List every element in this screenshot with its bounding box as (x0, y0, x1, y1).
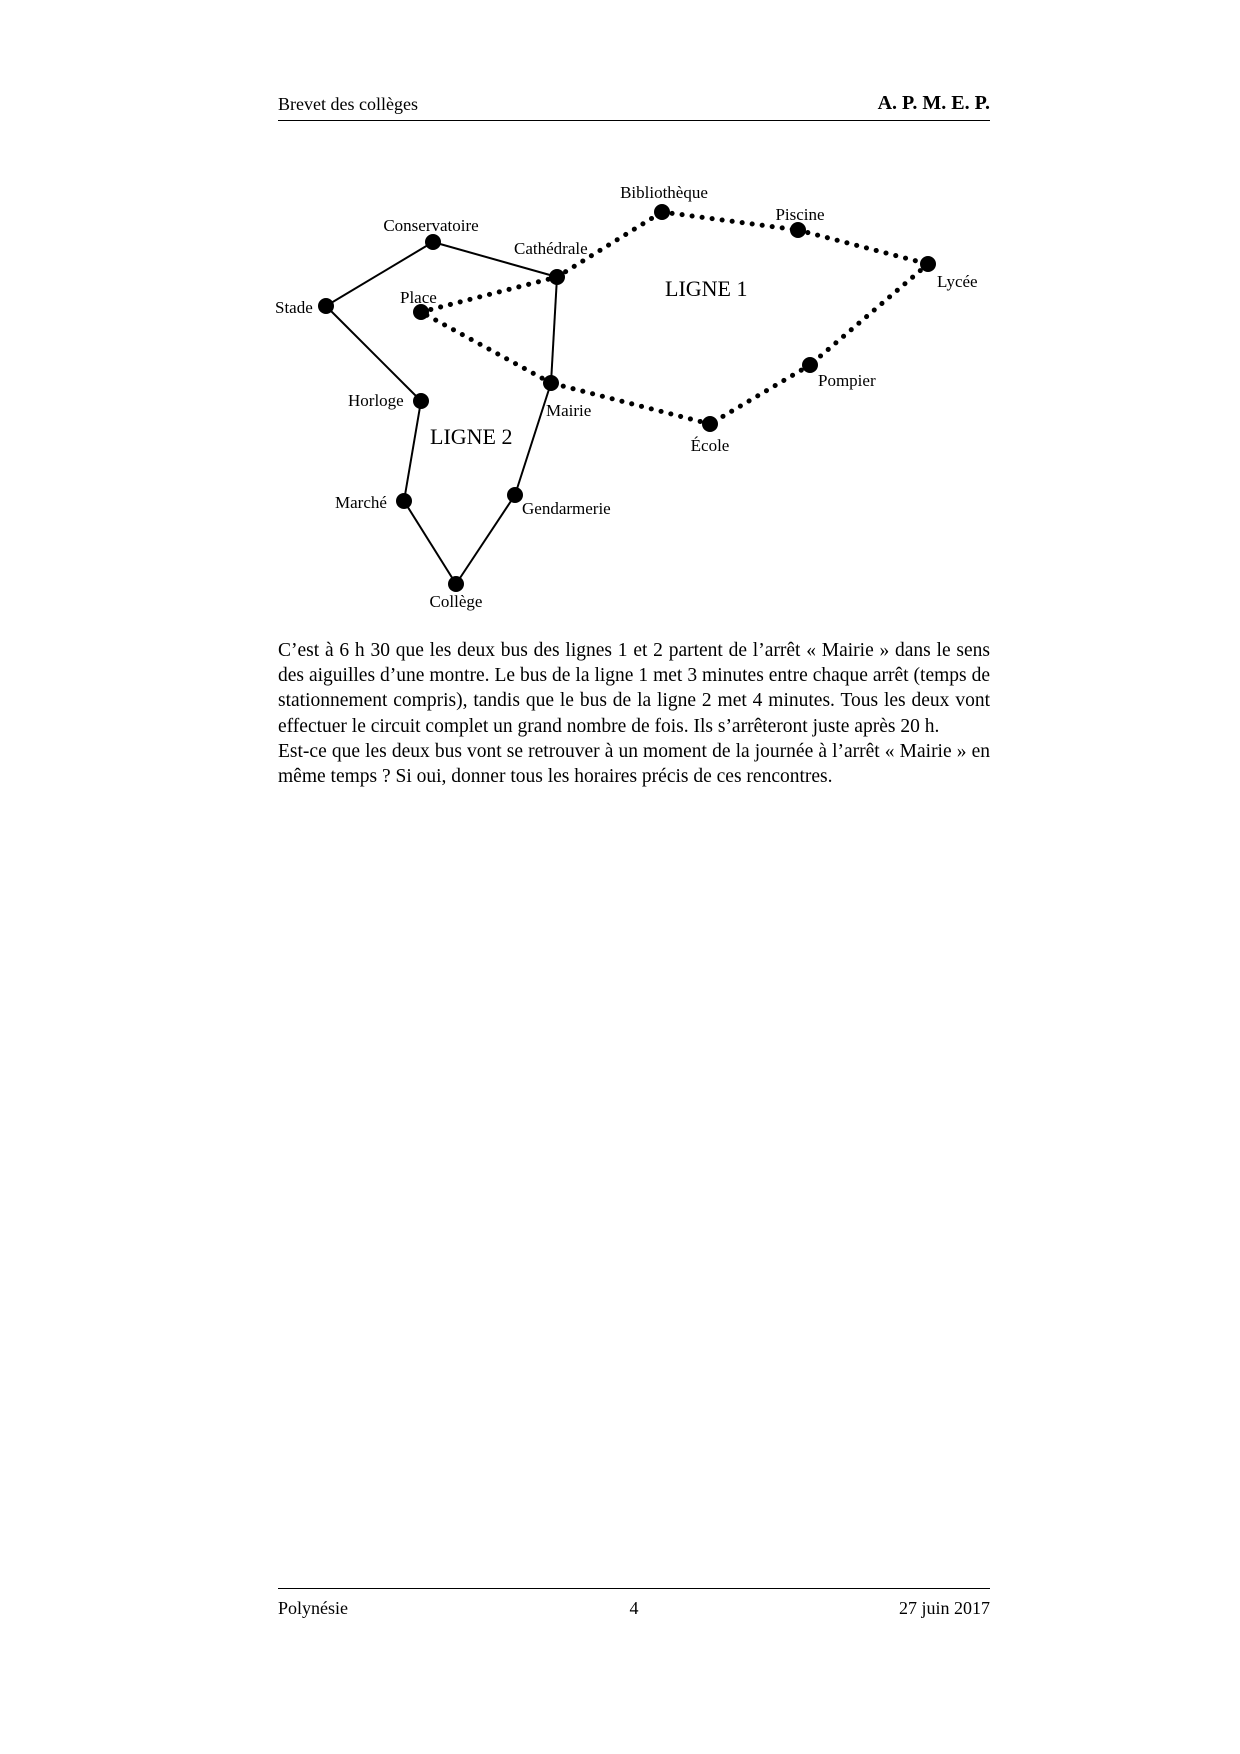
stop-dot-gendarmerie (507, 487, 523, 503)
line2-segment-horloge-stade (326, 306, 421, 401)
stop-label-mairie: Mairie (546, 401, 592, 420)
stop-dot-college (448, 576, 464, 592)
line2-segment-gendarmerie-college (456, 495, 515, 584)
stop-label-stade: Stade (275, 298, 313, 317)
stop-label-pompier: Pompier (818, 371, 876, 390)
stop-dot-cathedrale (549, 269, 565, 285)
stop-label-ecole: École (690, 436, 730, 455)
bus-network-diagram (0, 0, 1240, 640)
paragraph-problem-statement: C’est à 6 h 30 que les deux bus des lignes 1 et 2 partent de l’arrêt « Mairie » dans le sens des aiguilles d’une montre. Le bus de la ligne 1 met 3 minutes entre chaque arrêt (temps de stationnement compris), tandis que le bus de la ligne 2 met 4 minutes. Tous les deux vont effectuer le circuit complet un grand nombre de fois. Ils s’arrêteront juste après 20 h. (278, 640, 990, 737)
line2-segment-mairie-gendarmerie (515, 383, 551, 495)
paragraph-question: Est-ce que les deux bus vont se retrouver à un moment de la journée à l’arrêt « Mairie » en même temps ? Si oui, donner tous les horaires précis de ces rencontres. (278, 740, 990, 788)
line2-label: LIGNE 2 (430, 424, 513, 449)
stop-label-cathedrale: Cathédrale (514, 239, 588, 258)
line1-segment-pompier-ecole (710, 365, 810, 424)
stop-labels (275, 183, 978, 611)
stop-dot-conservatoire (425, 234, 441, 250)
stop-label-college: Collège (429, 592, 483, 611)
stop-label-conservatoire: Conservatoire (383, 216, 479, 235)
line2-segment-college-marche (404, 501, 456, 584)
stop-dot-ecole (702, 416, 718, 432)
stop-label-gendarmerie: Gendarmerie (522, 499, 611, 518)
line1-label: LIGNE 1 (665, 276, 748, 301)
line1-segment-mairie-place (421, 312, 551, 383)
stop-label-bibliotheque: Bibliothèque (620, 183, 708, 202)
footer-location: Polynésie (278, 1598, 348, 1618)
line1-segment-place-cathedrale (421, 277, 557, 312)
header-exam-title: Brevet des collèges (278, 94, 418, 114)
footer-date: 27 juin 2017 (898, 1598, 990, 1618)
exercise-text (278, 638, 990, 789)
stop-dot-horloge (413, 393, 429, 409)
stop-dot-bibliotheque (654, 204, 670, 220)
line1-segment-lycee-pompier (810, 264, 928, 365)
stop-label-lycee: Lycée (937, 272, 978, 291)
stop-dot-lycee (920, 256, 936, 272)
stop-label-horloge: Horloge (348, 391, 404, 410)
stop-dot-pompier (802, 357, 818, 373)
stop-dot-mairie (543, 375, 559, 391)
stop-label-piscine: Piscine (775, 205, 825, 224)
line2-segment-marche-horloge (404, 401, 421, 501)
stop-dot-stade (318, 298, 334, 314)
page-footer (278, 1588, 990, 1619)
stop-label-place: Place (400, 288, 437, 307)
stop-label-marche: Marché (335, 493, 387, 512)
stops (318, 204, 936, 592)
footer-page-number: 4 (629, 1598, 639, 1618)
stop-dot-piscine (790, 222, 806, 238)
line1-segment-piscine-lycee (798, 230, 928, 264)
line1-route (421, 212, 928, 424)
line2-route (326, 242, 557, 584)
stop-dot-marche (396, 493, 412, 509)
line2-segment-cathedrale-mairie (551, 277, 557, 383)
header-publisher: A. P. M. E. P. (877, 92, 990, 114)
